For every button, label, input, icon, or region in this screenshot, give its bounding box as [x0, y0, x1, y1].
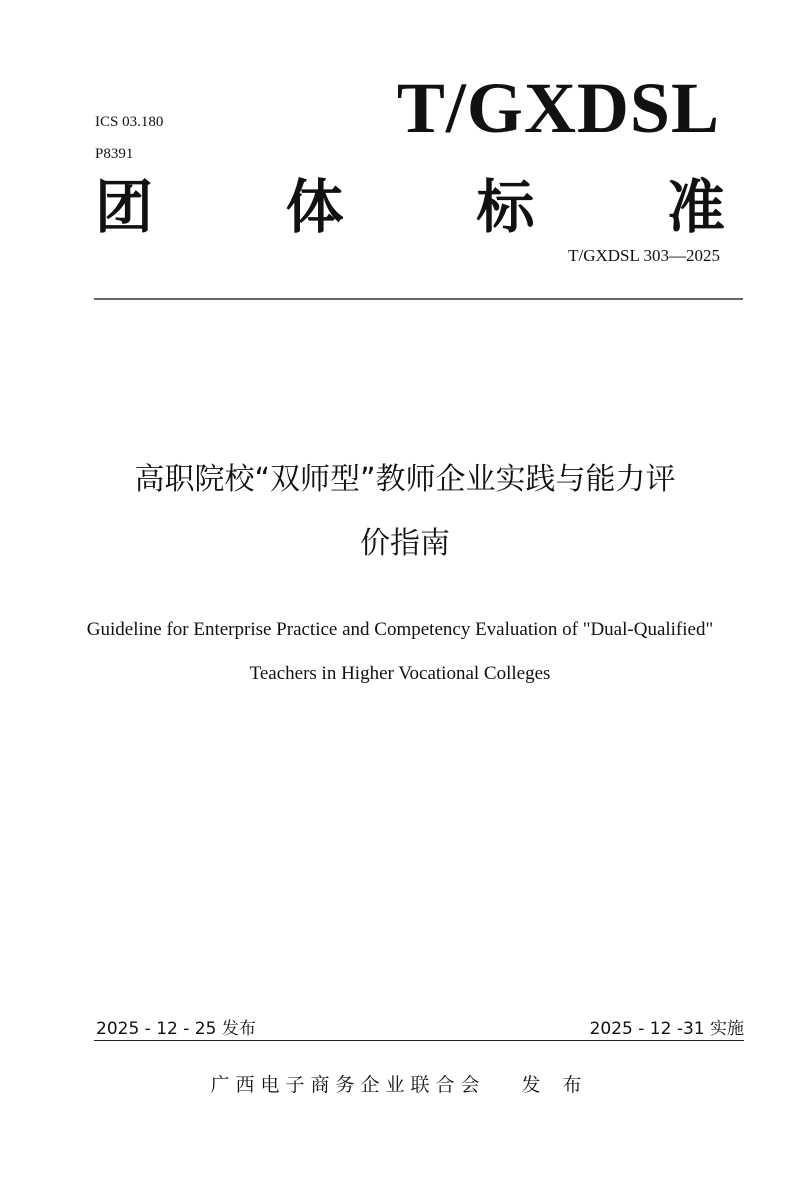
- publisher-row: [0, 1070, 800, 1097]
- standard-type-char: 标: [476, 173, 535, 241]
- standard-type-char: 团: [95, 173, 154, 241]
- standard-code-logo: T/GXDSL: [396, 68, 720, 148]
- footer-divider: [94, 1040, 744, 1041]
- title-chinese: [60, 448, 750, 576]
- classification-code: P8391: [95, 146, 134, 162]
- date-row: [96, 1014, 744, 1039]
- publish-label: 发 布: [521, 1074, 590, 1096]
- title-chinese-line: 高职院校“双师型”教师企业实践与能力评: [134, 462, 676, 497]
- standard-number: T/GXDSL 303—2025: [568, 246, 720, 265]
- standard-type-char: 体: [285, 173, 344, 241]
- standard-type-char: 准: [666, 173, 725, 241]
- publish-date: 2025 - 12 - 25 发布: [96, 1019, 256, 1039]
- implement-date: 2025 - 12 -31 实施: [589, 1019, 744, 1039]
- title-english-line: Teachers in Higher Vocational Colleges: [249, 663, 551, 684]
- title-chinese-line: 价指南: [360, 526, 450, 561]
- title-english: [40, 608, 760, 696]
- publisher-name: 广西电子商务企业联合会: [210, 1074, 486, 1096]
- header-divider: [94, 298, 743, 300]
- standard-type-heading: [95, 173, 725, 241]
- title-english-line: Guideline for Enterprise Practice and Competency Evaluation of "Dual-Qualified": [86, 619, 714, 640]
- ics-code: ICS 03.180: [95, 114, 164, 130]
